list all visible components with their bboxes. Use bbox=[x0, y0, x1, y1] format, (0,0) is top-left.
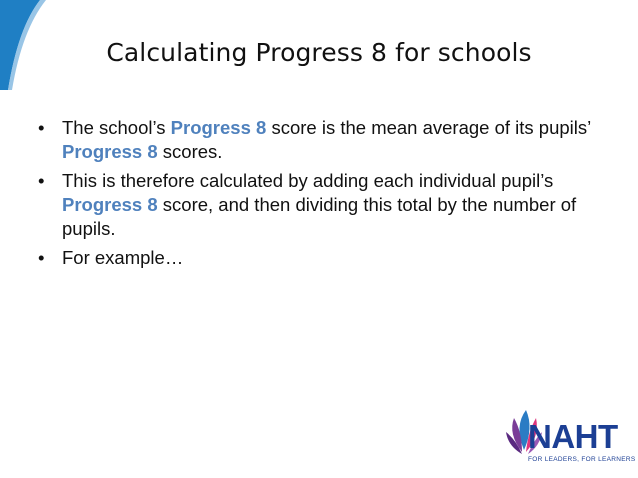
slide-title: Calculating Progress 8 for schools bbox=[106, 38, 532, 67]
bullet-text: score is the mean average of its pupils’ bbox=[266, 117, 591, 138]
bullet-item bbox=[36, 169, 606, 241]
bullet-list bbox=[36, 116, 606, 275]
logo-wordmark: NAHT bbox=[528, 418, 618, 455]
bullet-text: The school’s bbox=[62, 117, 171, 138]
bullet-item bbox=[36, 116, 606, 164]
bullet-text: scores. bbox=[157, 141, 223, 162]
bullet-text: For example… bbox=[62, 247, 184, 268]
highlight-term: Progress 8 bbox=[62, 194, 158, 215]
bullet-text: score, and then dividing this total by the number of pupils. bbox=[62, 194, 577, 239]
bullet-marker: • bbox=[38, 247, 45, 268]
bullet-marker: • bbox=[38, 117, 45, 138]
highlight-term: Progress 8 bbox=[62, 141, 158, 162]
naht-logo bbox=[504, 404, 636, 468]
bullet-item bbox=[36, 246, 606, 270]
bullet-marker: • bbox=[38, 170, 45, 191]
bullet-text: This is therefore calculated by adding each individual pupil’s bbox=[62, 170, 554, 191]
highlight-term: Progress 8 bbox=[170, 117, 267, 138]
logo-tagline: FOR LEADERS, FOR LEARNERS bbox=[528, 456, 636, 463]
